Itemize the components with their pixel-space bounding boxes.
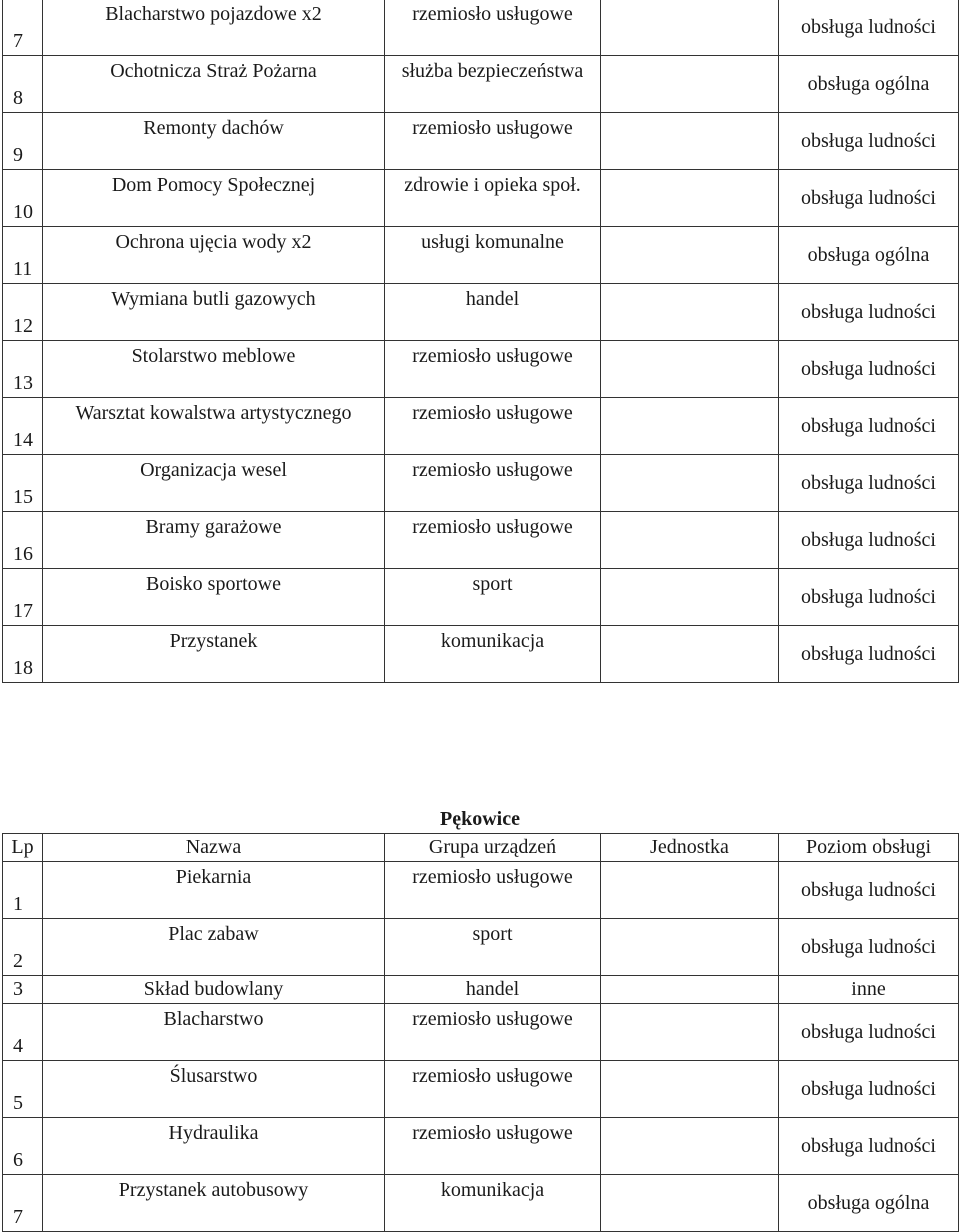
row-level: obsługa ogólna	[779, 1175, 959, 1232]
row-group: rzemiosło usługowe	[385, 1004, 601, 1061]
row-name: Ślusarstwo	[43, 1061, 385, 1118]
section-title-pekowice: Pękowice	[440, 808, 520, 830]
header-group: Grupa urządzeń	[385, 834, 601, 862]
row-level: obsługa ludności	[779, 398, 959, 455]
row-name: Plac zabaw	[43, 919, 385, 976]
table-row	[3, 1118, 959, 1175]
row-level: obsługa ogólna	[779, 227, 959, 284]
header-level: Poziom obsługi	[779, 834, 959, 862]
row-unit	[601, 1175, 779, 1232]
facilities-table-continued-body	[3, 0, 959, 683]
row-unit	[601, 0, 779, 56]
row-group: handel	[385, 976, 601, 1004]
table-row	[3, 569, 959, 626]
facilities-table-pekowice-body	[3, 862, 959, 1232]
row-level: obsługa ludności	[779, 1118, 959, 1175]
row-lp: 18	[3, 626, 43, 683]
facilities-table-continued	[2, 0, 959, 683]
row-unit	[601, 398, 779, 455]
row-group: handel	[385, 284, 601, 341]
table-row	[3, 512, 959, 569]
row-name: Remonty dachów	[43, 113, 385, 170]
row-level: obsługa ludności	[779, 113, 959, 170]
row-group: rzemiosło usługowe	[385, 1118, 601, 1175]
row-lp: 7	[3, 1175, 43, 1232]
row-name: Piekarnia	[43, 862, 385, 919]
row-unit	[601, 1061, 779, 1118]
row-lp: 1	[3, 862, 43, 919]
header-unit: Jednostka	[601, 834, 779, 862]
table-row	[3, 862, 959, 919]
row-unit	[601, 284, 779, 341]
row-group: rzemiosło usługowe	[385, 341, 601, 398]
row-name: Boisko sportowe	[43, 569, 385, 626]
row-lp: 7	[3, 0, 43, 56]
row-lp: 13	[3, 341, 43, 398]
row-lp: 8	[3, 56, 43, 113]
row-unit	[601, 1118, 779, 1175]
row-unit	[601, 455, 779, 512]
row-unit	[601, 341, 779, 398]
row-group: rzemiosło usługowe	[385, 0, 601, 56]
row-name: Przystanek	[43, 626, 385, 683]
row-name: Ochotnicza Straż Pożarna	[43, 56, 385, 113]
header-lp: Lp	[3, 834, 43, 862]
row-unit	[601, 512, 779, 569]
row-group: zdrowie i opieka społ.	[385, 170, 601, 227]
row-name: Blacharstwo pojazdowe x2	[43, 0, 385, 56]
row-group: usługi komunalne	[385, 227, 601, 284]
row-name: Organizacja wesel	[43, 455, 385, 512]
row-lp: 4	[3, 1004, 43, 1061]
row-lp: 5	[3, 1061, 43, 1118]
table-row	[3, 170, 959, 227]
row-group: rzemiosło usługowe	[385, 113, 601, 170]
header-name: Nazwa	[43, 834, 385, 862]
row-level: obsługa ludności	[779, 1004, 959, 1061]
row-name: Przystanek autobusowy	[43, 1175, 385, 1232]
row-name: Ochrona ujęcia wody x2	[43, 227, 385, 284]
row-unit	[601, 113, 779, 170]
row-lp: 3	[3, 976, 43, 1004]
table-row	[3, 976, 959, 1004]
row-level: obsługa ogólna	[779, 56, 959, 113]
row-level: obsługa ludności	[779, 862, 959, 919]
table-row	[3, 0, 959, 56]
row-lp: 15	[3, 455, 43, 512]
table-row	[3, 1061, 959, 1118]
row-level: obsługa ludności	[779, 0, 959, 56]
row-unit	[601, 862, 779, 919]
row-level: obsługa ludności	[779, 512, 959, 569]
row-unit	[601, 1004, 779, 1061]
row-group: rzemiosło usługowe	[385, 862, 601, 919]
row-group: służba bezpieczeństwa	[385, 56, 601, 113]
row-unit	[601, 227, 779, 284]
table-row	[3, 341, 959, 398]
table-row	[3, 227, 959, 284]
row-group: rzemiosło usługowe	[385, 1061, 601, 1118]
facilities-table-pekowice	[2, 833, 959, 1232]
table-row	[3, 1175, 959, 1232]
row-unit	[601, 56, 779, 113]
row-level: obsługa ludności	[779, 341, 959, 398]
row-lp: 17	[3, 569, 43, 626]
row-lp: 14	[3, 398, 43, 455]
row-level: obsługa ludności	[779, 455, 959, 512]
row-lp: 9	[3, 113, 43, 170]
row-lp: 16	[3, 512, 43, 569]
row-name: Hydraulika	[43, 1118, 385, 1175]
table-row	[3, 626, 959, 683]
row-lp: 11	[3, 227, 43, 284]
row-lp: 12	[3, 284, 43, 341]
row-group: komunikacja	[385, 626, 601, 683]
row-name: Warsztat kowalstwa artystycznego	[43, 398, 385, 455]
row-name: Skład budowlany	[43, 976, 385, 1004]
table-header-row	[3, 834, 959, 862]
table-row	[3, 284, 959, 341]
row-level: obsługa ludności	[779, 569, 959, 626]
table-row	[3, 113, 959, 170]
row-group: komunikacja	[385, 1175, 601, 1232]
row-level: obsługa ludności	[779, 284, 959, 341]
row-group: rzemiosło usługowe	[385, 455, 601, 512]
row-group: sport	[385, 919, 601, 976]
row-level: obsługa ludności	[779, 626, 959, 683]
table-row	[3, 1004, 959, 1061]
table-row	[3, 455, 959, 512]
row-unit	[601, 919, 779, 976]
row-lp: 6	[3, 1118, 43, 1175]
row-name: Wymiana butli gazowych	[43, 284, 385, 341]
row-level: obsługa ludności	[779, 1061, 959, 1118]
table-row	[3, 398, 959, 455]
row-unit	[601, 626, 779, 683]
row-name: Stolarstwo meblowe	[43, 341, 385, 398]
row-group: sport	[385, 569, 601, 626]
row-unit	[601, 569, 779, 626]
table-row	[3, 919, 959, 976]
table-row	[3, 56, 959, 113]
row-group: rzemiosło usługowe	[385, 512, 601, 569]
row-level: obsługa ludności	[779, 170, 959, 227]
row-name: Bramy garażowe	[43, 512, 385, 569]
row-unit	[601, 170, 779, 227]
row-name: Dom Pomocy Społecznej	[43, 170, 385, 227]
row-level: obsługa ludności	[779, 919, 959, 976]
row-lp: 2	[3, 919, 43, 976]
row-name: Blacharstwo	[43, 1004, 385, 1061]
row-unit	[601, 976, 779, 1004]
row-group: rzemiosło usługowe	[385, 398, 601, 455]
row-level: inne	[779, 976, 959, 1004]
row-lp: 10	[3, 170, 43, 227]
